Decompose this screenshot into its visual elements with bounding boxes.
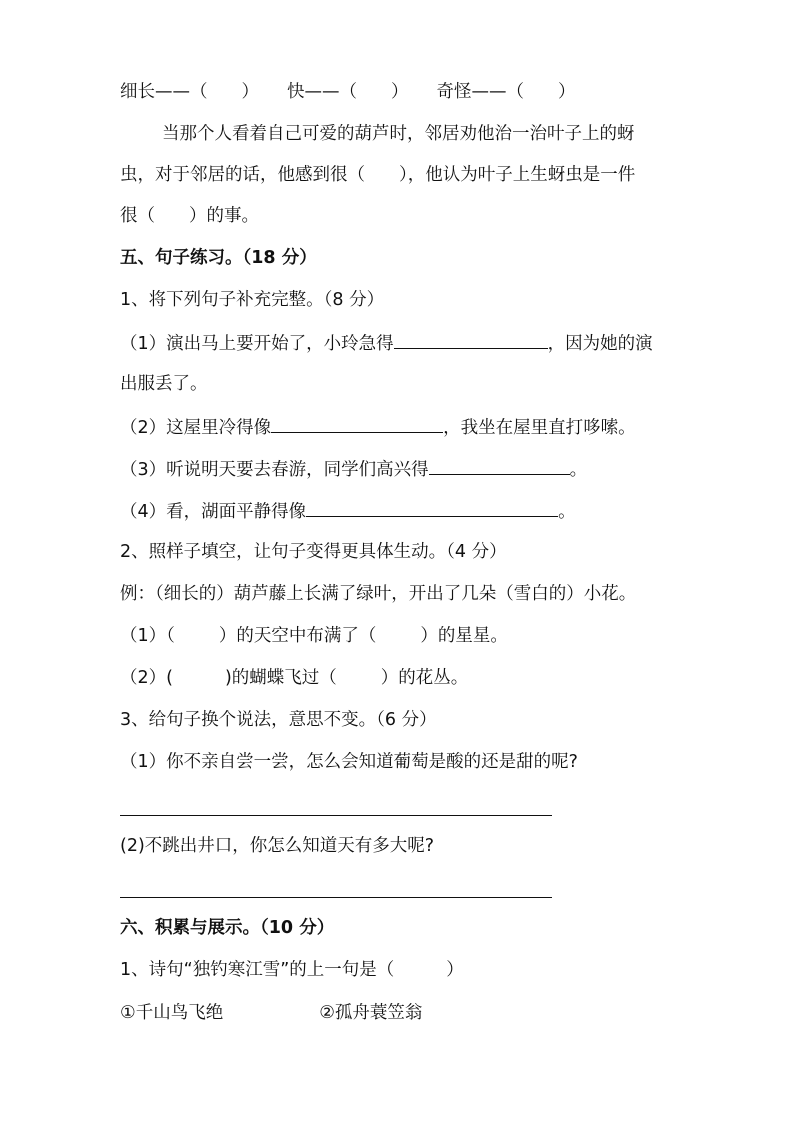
s5-q2-item-1-start: （1）（ — [120, 626, 175, 646]
s5-q1-blank-2[interactable] — [271, 414, 443, 433]
pair-1-word: 细长——（ — [120, 82, 208, 102]
passage-line-3-end: ）的事。 — [189, 206, 259, 226]
s5-q1-item-2-end: ，我坐在屋里直打哆嗦。 — [443, 418, 636, 438]
passage-line-2-end: ），他认为叶子上生蚜虫是一件 — [399, 165, 636, 185]
s5-q2-item-1-mid: ）的天空中布满了（ — [218, 626, 377, 646]
pair-3-close: ） — [558, 82, 576, 102]
s5-q2-example: 例：（细长的）葫芦藤上长满了绿叶，开出了几朵（雪白的）小花。 — [120, 584, 637, 604]
s5-q2-item-2-start: （2）( — [120, 668, 173, 688]
s5-q2-item-1 — [120, 624, 508, 648]
s5-q3-answer-line-2[interactable] — [120, 897, 552, 898]
s5-q1-item-1-cont: 出服丢了。 — [120, 374, 208, 394]
s5-q1-blank-4[interactable] — [306, 498, 558, 517]
pair-2-close: ） — [391, 82, 409, 102]
s5-q1-item-2-start: （2）这屋里冷得像 — [120, 418, 272, 438]
s6-q1-options — [120, 1001, 422, 1025]
passage-line-2-start: 虫，对于邻居的话，他感到很（ — [120, 165, 365, 185]
s5-q1-item-4-start: （4）看，湖面平静得像 — [120, 502, 307, 522]
s5-q2-item-2 — [120, 666, 468, 690]
s6-q1-title-end: ） — [446, 960, 464, 980]
s6-q1-option-2[interactable]: ②孤舟蓑笠翁 — [319, 1003, 423, 1023]
s5-q3-title: 3、给句子换个说法，意思不变。（6 分） — [120, 710, 437, 730]
s5-q3-item-1: （1）你不亲自尝一尝，怎么会知道葡萄是酸的还是甜的呢? — [120, 752, 578, 772]
s5-q1-item-3-end: 。 — [569, 460, 588, 480]
s6-q1-title-start: 1、诗句“独钓寒江雪”的上一句是（ — [120, 960, 395, 980]
s5-q1-item-3-start: （3）听说明天要去春游，同学们高兴得 — [120, 460, 429, 480]
s5-q1-blank-3[interactable] — [429, 456, 570, 475]
section-6-title: 六、积累与展示。（10 分） — [120, 918, 335, 938]
section-5-title: 五、句子练习。（18 分） — [120, 248, 317, 268]
s5-q1-item-1-start: （1）演出马上要开始了，小玲急得 — [120, 334, 394, 354]
s5-q2-item-2-mid: )的蝴蝶飞过（ — [224, 668, 337, 688]
pair-3-word: 奇怪——（ — [436, 82, 524, 102]
passage-line-3 — [120, 204, 259, 228]
s5-q3-item-2: (2)不跳出井口，你怎么知道天有多大呢? — [120, 836, 435, 856]
s5-q2-item-1-end: ）的星星。 — [420, 626, 508, 646]
s6-q1-option-1[interactable]: ①千山鸟飞绝 — [120, 1003, 224, 1023]
s5-q1-item-4-end: 。 — [558, 502, 576, 522]
passage-line-2 — [120, 163, 635, 187]
s5-q2-title: 2、照样子填空，让句子变得更具体生动。（4 分） — [120, 542, 507, 562]
s5-q1-title: 1、将下列句子补充完整。（8 分） — [120, 290, 385, 310]
passage-line-1: 当那个人看着自己可爱的葫芦时，邻居劝他治一治叶子上的蚜 — [162, 124, 635, 144]
word-pairs-row — [120, 80, 576, 104]
pair-2-word: 快——（ — [287, 82, 357, 102]
pair-1-close: ） — [241, 82, 259, 102]
passage-line-3-start: 很（ — [120, 206, 155, 226]
s5-q1-item-3 — [120, 456, 587, 482]
s5-q1-item-1-end: ，因为她的演 — [547, 334, 653, 354]
s6-q1-title — [120, 958, 464, 982]
s5-q2-item-2-end: ）的花丛。 — [380, 668, 469, 688]
s5-q1-item-2 — [120, 414, 636, 440]
s5-q1-item-4 — [120, 498, 576, 524]
s5-q1-blank-1[interactable] — [394, 330, 548, 349]
s5-q1-item-1 — [120, 330, 653, 356]
s5-q3-answer-line-1[interactable] — [120, 815, 552, 816]
